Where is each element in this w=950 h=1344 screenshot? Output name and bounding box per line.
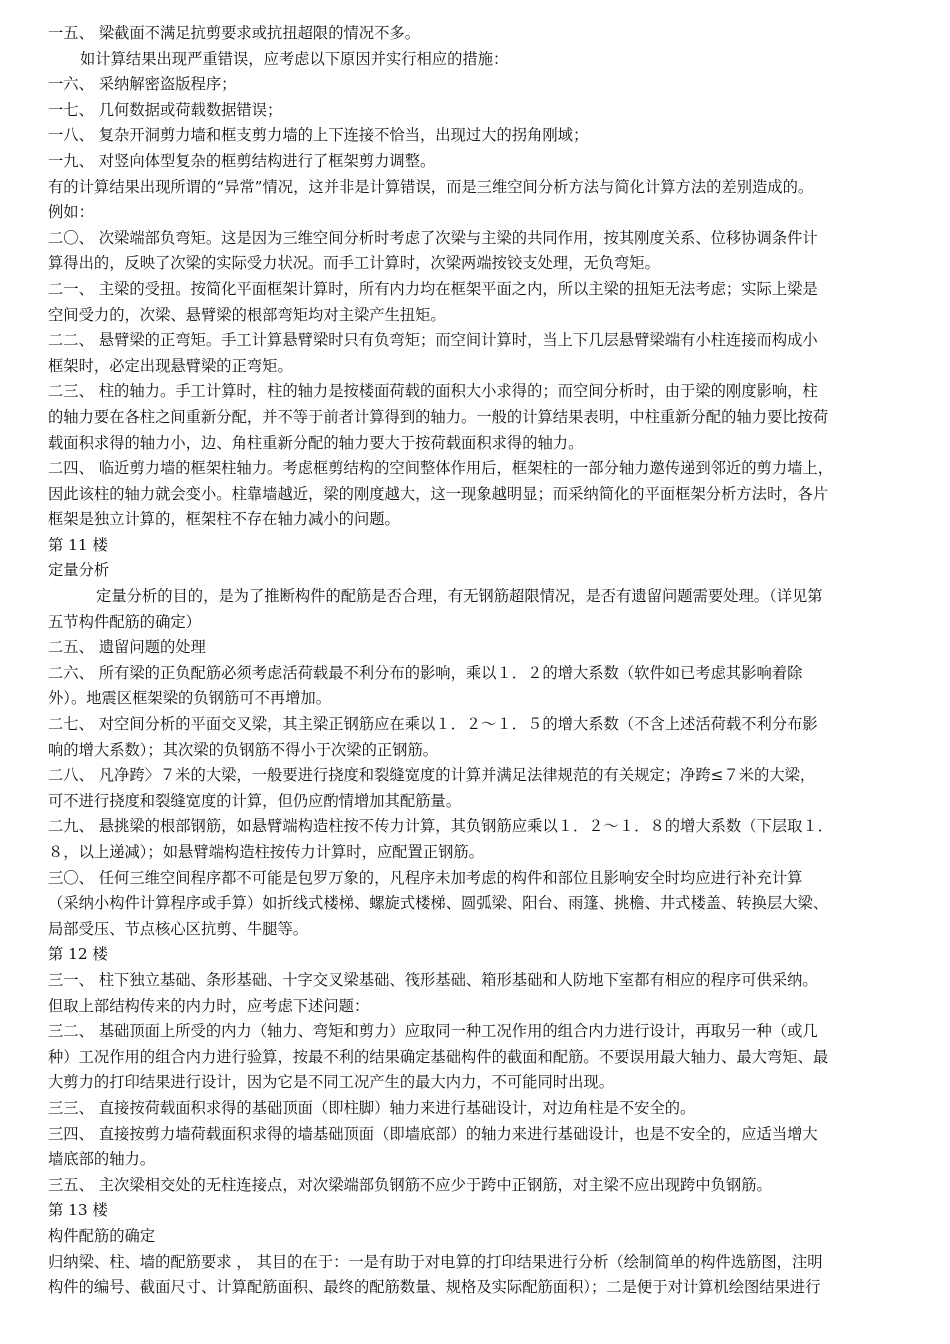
- text-line: 三一、 柱下独立基础、条形基础、十字交叉梁基础、筏形基础、箱形基础和人防地下室都有相应的程序可供采纳。: [48, 970, 818, 989]
- text-line: 例如：: [48, 203, 94, 222]
- text-line: 一九、 对竖向体型复杂的框剪结构进行了框架剪力调整。: [48, 151, 436, 170]
- text-line: 但取上部结构传来的内力时，应考虑下述问题：: [48, 996, 370, 1015]
- text-line: （采纳小构件计算程序或手算）如折线式楼梯、螺旋式楼梯、圆弧梁、阳台、雨篷、挑檐、井式楼盖、转换层大梁、: [48, 894, 829, 913]
- text-line: 二二、 悬臂梁的正弯矩。手工计算悬臂梁时只有负弯矩；而空间计算时，当上下几层悬臂梁端有小柱连接而构成小: [48, 331, 818, 350]
- text-line: 如计算结果出现严重错误，应考虑以下原因并实行相应的措施：: [80, 49, 509, 68]
- text-line: 的轴力要在各柱之间重新分配，并不等于前者计算得到的轴力。一般的计算结果表明，中柱重新分配的轴力要比按荷: [48, 407, 829, 426]
- text-line: 第 11 楼: [48, 535, 108, 554]
- text-line: 可不进行挠度和裂缝宽度的计算，但仍应酌情增加其配筋量。: [48, 791, 462, 810]
- text-line: 定量分析: [48, 561, 110, 580]
- text-line: 外）。地震区框架梁的负钢筋可不再增加。: [48, 689, 331, 708]
- text-line: 归纳梁、柱、墙的配筋要求 ， 其目的在于：一是有助于对电算的打印结果进行分析（绘制简单的构件选筋图，注明: [48, 1252, 823, 1271]
- text-line: 三〇、 任何三维空间程序都不可能是包罗万象的，凡程序未加考虑的构件和部位且影响安全时均应进行补充计算: [48, 868, 803, 887]
- text-line: 构件配筋的确定: [48, 1226, 156, 1245]
- text-line: 三四、 直接按剪力墙荷载面积求得的墙基础顶面（即墙底部）的轴力来进行基础设计，也是不安全的，应适当增大: [48, 1124, 818, 1143]
- text-line: 构件的编号、截面尺寸、计算配筋面积、最终的配筋数量、规格及实际配筋面积）；二是便于对计算机绘图结果进行: [48, 1278, 821, 1297]
- text-line: 三五、 主次梁相交处的无柱连接点，对次梁端部负钢筋不应少于跨中正钢筋，对主梁不应出现跨中负钢筋。: [48, 1175, 772, 1194]
- text-line: 一七、 几何数据或荷载数据错误；: [48, 100, 283, 119]
- text-line: 因此该柱的轴力就会变小。柱靠墙越近，梁的刚度越大，这一现象越明显；而采纳简化的平面框架分析方法时，各片: [48, 484, 829, 503]
- text-line: 墙底部的轴力。: [48, 1150, 156, 1169]
- text-line: 一五、 梁截面不满足抗剪要求或抗扭超限的情况不多。: [48, 24, 420, 42]
- text-line: 有的计算结果出现所谓的“异常”情况，这并非是计算错误，而是三维空间分析方法与简化计算方法的差别造成的。: [48, 177, 814, 196]
- text-line: 定量分析的目的，是为了推断构件的配筋是否合理，有无钢筋超限情况，是否有遗留问题需要处理。（详见第: [96, 587, 823, 606]
- text-line: 二四、 临近剪力墙的框架柱轴力。考虑框剪结构的空间整体作用后，框架柱的一部分轴力邀传递到邻近的剪力墙上，: [48, 459, 834, 478]
- text-line: 三三、 直接按荷载面积求得的基础顶面（即柱脚）轴力来进行基础设计，对边角柱是不安全的。: [48, 1098, 696, 1117]
- text-line: 二七、 对空间分析的平面交叉梁，其主梁正钢筋应在乘以１．２～１．５的增大系数（不含上述活荷载不利分布影: [48, 715, 818, 734]
- text-line: 算得出的，反映了次梁的实际受力状况。而手工计算时，次梁两端按铰支处理，无负弯矩。: [48, 254, 660, 273]
- text-line: ８，以上递减）；如悬臂端构造柱按传力计算时，应配置正钢筋。: [48, 843, 484, 861]
- text-line: 响的增大系数）；其次梁的负钢筋不得小于次梁的正钢筋。: [48, 740, 439, 759]
- text-line: 二三、 柱的轴力。手工计算时，柱的轴力是按楼面荷载的面积大小求得的；而空间分析时，由于梁的刚度影响，柱: [48, 382, 818, 401]
- text-line: 载面积求得的轴力小，边、角柱重新分配的轴力要大于按荷载面积求得的轴力。: [48, 433, 584, 452]
- text-line: 第 12 楼: [48, 945, 108, 964]
- text-line: 一八、 复杂开洞剪力墙和框支剪力墙的上下连接不恰当，出现过大的拐角刚域；: [48, 126, 589, 145]
- text-line: 三二、 基础顶面上所受的内力（轴力、弯矩和剪力）应取同一种工况作用的组合内力进行设计，再取另一种（或几: [48, 1022, 818, 1041]
- text-line: 大剪力的打印结果进行设计，因为它是不同工况产生的最大内力，不可能同时出现。: [48, 1073, 614, 1092]
- text-line: 二一、 主梁的受扭。按简化平面框架计算时，所有内力均在框架平面之内，所以主梁的扭矩无法考虑；实际上梁是: [48, 279, 818, 298]
- text-line: 框架时，必定出现悬臂梁的正弯矩。: [48, 356, 293, 375]
- text-line: 一六、 采纳解密盗版程序；: [48, 75, 237, 94]
- text-line: 二九、 悬挑梁的根部钢筋，如悬臂端构造柱按不传力计算，其负钢筋应乘以１．２～１．８的增大系数（下层取１．: [48, 817, 834, 836]
- text-line: 二六、 所有梁的正负配筋必须考虑活荷载最不利分布的影响，乘以１．２的增大系数（软件如已考虑其影响着除: [48, 663, 803, 682]
- text-line: 种）工况作用的组合内力进行验算，按最不利的结果确定基础构件的截面和配筋。不要误用最大轴力、最大弯矩、最: [48, 1047, 829, 1066]
- text-line: 框架是独立计算的，框架柱不存在轴力减小的问题。: [48, 510, 400, 529]
- text-line: 第 13 楼: [48, 1201, 108, 1220]
- text-line: 二五、 遗留问题的处理: [48, 638, 206, 657]
- text-line: 二〇、 次梁端部负弯矩。这是因为三维空间分析时考虑了次梁与主梁的共同作用，按其刚度关系、位移协调条件计: [48, 228, 818, 247]
- text-line: 五节构件配筋的确定）: [48, 612, 201, 631]
- text-line: 空间受力的，次梁、悬臂梁的根部弯矩均对主梁产生扭矩。: [48, 305, 446, 324]
- text-line: 二八、 凡净跨〉７米的大梁，一般要进行挠度和裂缝宽度的计算并满足法律规范的有关规定；净跨≤７米的大梁，: [48, 766, 816, 785]
- text-line: 局部受压、节点核心区抗剪、牛腿等。: [48, 919, 309, 938]
